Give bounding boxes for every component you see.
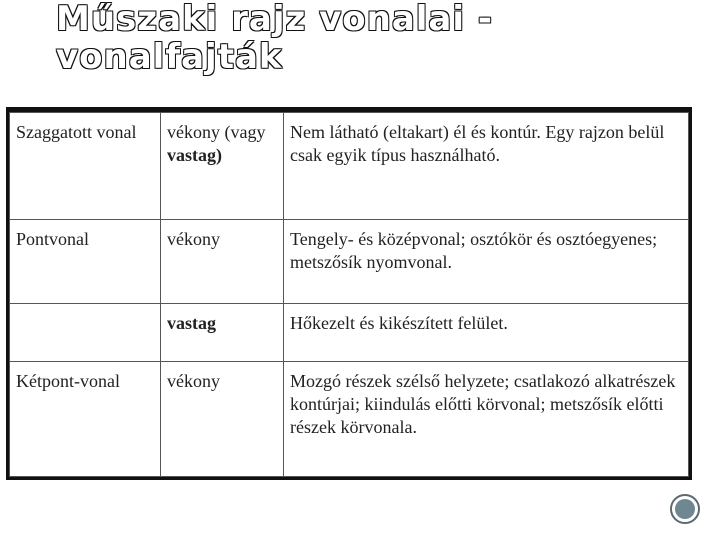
usage-cell: Nem látható (eltakart) él és kontúr. Egy rajzon belül csak egyik típus használható. <box>284 113 689 220</box>
thickness-text: vékony (vagy <box>167 122 266 142</box>
line-types-table <box>6 107 692 480</box>
line-type-cell <box>10 304 161 362</box>
usage-cell: Hőkezelt és kikészített felület. <box>284 304 689 362</box>
line-type-cell: Szaggatott vonal <box>10 113 161 220</box>
table-row <box>10 220 689 304</box>
thickness-bold-text: vastag) <box>167 145 222 165</box>
thickness-cell <box>161 113 284 220</box>
thickness-cell: vastag <box>161 304 284 362</box>
usage-cell: Tengely- és középvonal; osztókör és osztóegyenes; metszősík nyomvonal. <box>284 220 689 304</box>
usage-cell: Mozgó részek szélső helyzete; csatlakozó alkatrészek kontúrjai; kiindulás előtti körvonal; metszősík előtti részek körvonala. <box>284 362 689 477</box>
thickness-cell: vékony <box>161 220 284 304</box>
line-type-cell: Pontvonal <box>10 220 161 304</box>
circle-nav-icon[interactable] <box>670 494 700 524</box>
slide-title: Műszaki rajz vonalai - vonalfajták <box>56 0 493 77</box>
table-row <box>10 362 689 477</box>
table-row <box>10 113 689 220</box>
line-type-cell: Kétpont-vonal <box>10 362 161 477</box>
table-row <box>10 304 689 362</box>
thickness-cell: vékony <box>161 362 284 477</box>
